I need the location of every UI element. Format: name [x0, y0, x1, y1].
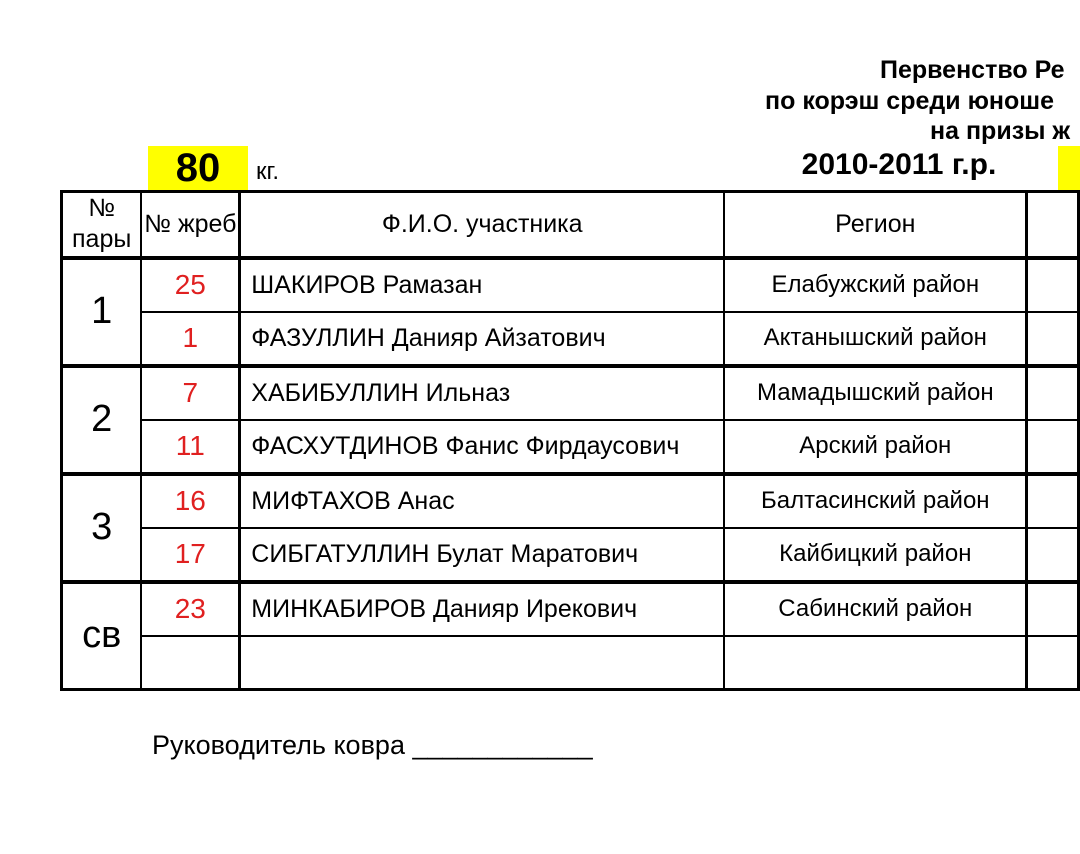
age-group-label: 2010-2011 г.р. [801, 148, 997, 181]
region-cell: Сабинский район [724, 582, 1027, 636]
table-row [62, 258, 1079, 312]
pair-number-cell: св [62, 582, 142, 690]
weight-category-value: 80 [148, 146, 248, 190]
clipped-cell [1027, 474, 1079, 528]
draw-number-cell: 25 [141, 258, 239, 312]
mat-supervisor-signature-line: Руководитель ковра ____________ [152, 730, 593, 760]
table-row [62, 420, 1079, 474]
participant-name-cell: ХАБИБУЛЛИН Ильназ [240, 366, 724, 420]
column-header-participant-name: Ф.И.О. участника [240, 192, 724, 258]
table-row [62, 582, 1079, 636]
clipped-cell [1027, 420, 1079, 474]
participant-name-cell: МИФТАХОВ Анас [240, 474, 724, 528]
draw-number-cell: 7 [141, 366, 239, 420]
column-header-clipped [1027, 192, 1079, 258]
clipped-cell [1027, 582, 1079, 636]
table-row [62, 528, 1079, 582]
draw-number-cell: 1 [141, 312, 239, 366]
participant-name-cell: МИНКАБИРОВ Данияр Ирекович [240, 582, 724, 636]
draw-number-cell: 16 [141, 474, 239, 528]
competition-title-line-3: на призы ж [930, 117, 1071, 145]
adjacent-weight-cell-stub [1058, 146, 1080, 190]
clipped-cell [1027, 312, 1079, 366]
pair-number-cell: 2 [62, 366, 142, 474]
region-cell: Арский район [724, 420, 1027, 474]
region-cell [724, 636, 1027, 690]
region-cell: Мамадышский район [724, 366, 1027, 420]
table-row [62, 312, 1079, 366]
weight-category-unit: кг. [256, 158, 279, 185]
region-cell: Балтасинский район [724, 474, 1027, 528]
clipped-cell [1027, 636, 1079, 690]
table-header-row [62, 192, 1079, 258]
pair-number-cell: 1 [62, 258, 142, 366]
clipped-cell [1027, 366, 1079, 420]
draw-number-cell: 11 [141, 420, 239, 474]
participant-name-cell [240, 636, 724, 690]
competition-title-line-1: Первенство Ре [880, 56, 1065, 84]
pair-number-cell: 3 [62, 474, 142, 582]
column-header-draw-number: № жреб [141, 192, 239, 258]
region-cell: Кайбицкий район [724, 528, 1027, 582]
clipped-cell [1027, 528, 1079, 582]
table-row [62, 636, 1079, 690]
region-cell: Актанышский район [724, 312, 1027, 366]
participant-name-cell: ФАЗУЛЛИН Данияр Айзатович [240, 312, 724, 366]
competition-title-line-2: по корэш среди юноше [765, 87, 1055, 115]
participant-name-cell: СИБГАТУЛЛИН Булат Маратович [240, 528, 724, 582]
clipped-cell [1027, 258, 1079, 312]
table-row [62, 366, 1079, 420]
table-row [62, 474, 1079, 528]
column-header-region: Регион [724, 192, 1027, 258]
participant-name-cell: ФАСХУТДИНОВ Фанис Фирдаусович [240, 420, 724, 474]
pairing-table [60, 190, 1080, 691]
draw-number-cell: 23 [141, 582, 239, 636]
region-cell: Елабужский район [724, 258, 1027, 312]
draw-number-cell [141, 636, 239, 690]
draw-number-cell: 17 [141, 528, 239, 582]
column-header-pair-number: № пары [62, 192, 142, 258]
participant-name-cell: ШАКИРОВ Рамазан [240, 258, 724, 312]
